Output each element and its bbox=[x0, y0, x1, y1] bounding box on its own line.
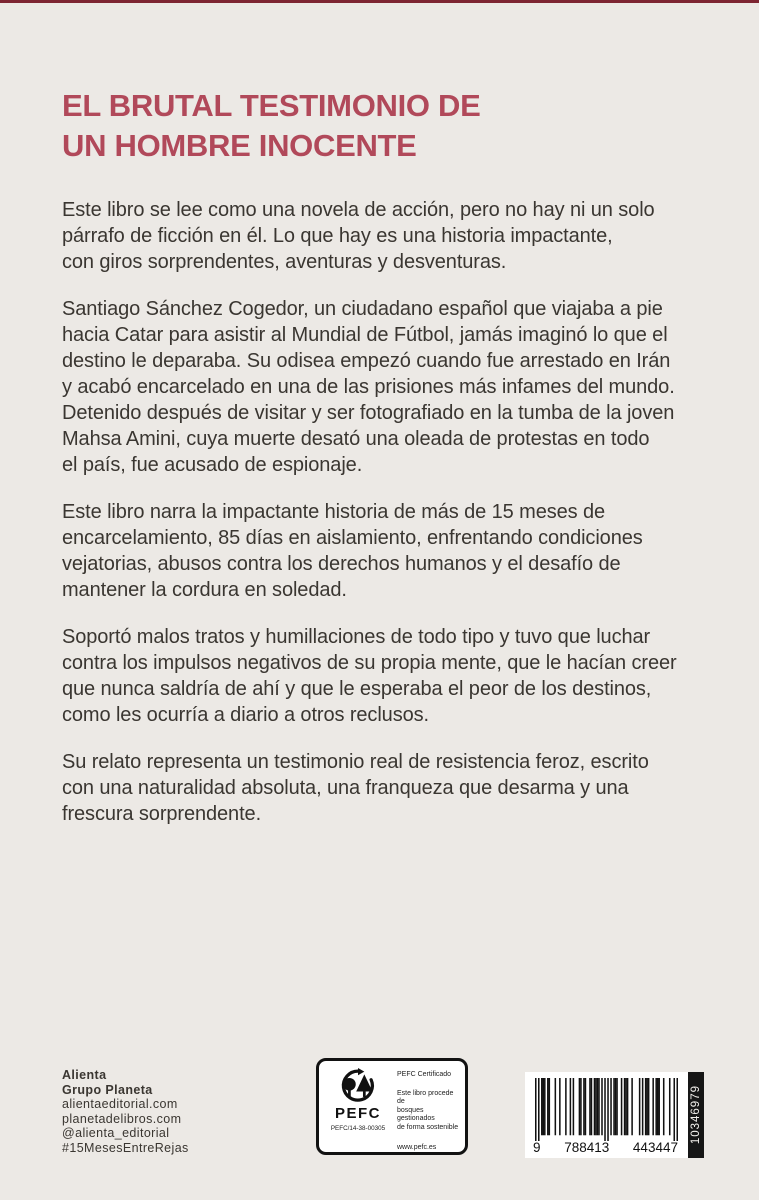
pefc-website: www.pefc.es bbox=[397, 1143, 437, 1151]
publisher-url-2: planetadelibros.com bbox=[62, 1111, 182, 1126]
text-line: y acabó encarcelado en una de las prisiones más infames del mundo. bbox=[62, 376, 675, 398]
text-line: vejatorias, abusos contra los derechos humanos y el desafío de bbox=[62, 553, 621, 575]
text-line: párrafo de ficción en él. Lo que hay es una historia impactante, bbox=[62, 225, 613, 247]
text-line: encarcelamiento, 85 días en aislamiento, enfrentando condiciones bbox=[62, 527, 643, 549]
ean13-barcode bbox=[525, 1072, 688, 1158]
pefc-certified-label: PEFC Certificado bbox=[397, 1071, 452, 1078]
isbn-left-group: 788413 bbox=[564, 1140, 610, 1155]
text-line: mantener la cordura en soledad. bbox=[62, 579, 347, 601]
pefc-claim-line: Este libro procede de bbox=[397, 1089, 454, 1106]
text-line: Este libro narra la impactante historia de más de 15 meses de bbox=[62, 501, 606, 523]
barcode-block bbox=[525, 1072, 704, 1158]
pefc-logo-column bbox=[327, 1068, 389, 1147]
product-code: 10346979 bbox=[690, 1085, 702, 1145]
text-line: Santiago Sánchez Cogedor, un ciudadano español que viajaba a pie bbox=[62, 298, 663, 320]
pefc-trees-icon bbox=[336, 1068, 380, 1106]
isbn-first-digit: 9 bbox=[533, 1140, 541, 1155]
top-color-strip bbox=[0, 0, 759, 3]
pefc-claim-line: de forma sostenible bbox=[397, 1123, 459, 1131]
pefc-text-column bbox=[389, 1068, 459, 1151]
text-line: que nunca saldría de ahí y que le esperaba el peor de los destinos, bbox=[62, 678, 652, 700]
paragraph bbox=[62, 749, 722, 827]
publisher-hashtag: #15MesesEntreRejas bbox=[62, 1140, 189, 1155]
paragraph bbox=[62, 499, 722, 603]
publisher-block bbox=[62, 1068, 189, 1156]
barcode-bars bbox=[535, 1078, 678, 1144]
text-line: Mahsa Amini, cuya muerte desató una oleada de protestas en todo bbox=[62, 428, 650, 450]
publisher-url-1: alientaeditorial.com bbox=[62, 1097, 178, 1112]
pefc-claim-line: bosques gestionados bbox=[397, 1106, 435, 1123]
paragraph bbox=[62, 296, 722, 478]
isbn-digits bbox=[531, 1141, 680, 1155]
back-cover-text bbox=[62, 197, 722, 848]
text-line: hacia Catar para asistir al Mundial de Fútbol, jamás imaginó lo que el bbox=[62, 324, 668, 346]
title-line-2: UN HOMBRE INOCENTE bbox=[62, 128, 417, 163]
pefc-cert-number: PEFC/14-38-00305 bbox=[330, 1125, 386, 1132]
publisher-name: Alienta bbox=[62, 1068, 107, 1082]
paragraph bbox=[62, 197, 722, 275]
text-line: Este libro se lee como una novela de acción, pero no hay ni un solo bbox=[62, 199, 655, 221]
isbn-right-group: 443447 bbox=[632, 1140, 678, 1155]
text-line: frescura sorprendente. bbox=[62, 803, 262, 825]
pefc-certification-box bbox=[316, 1058, 468, 1155]
text-line: Soportó malos tratos y humillaciones de todo tipo y tuvo que luchar bbox=[62, 626, 651, 648]
text-line: el país, fue acusado de espionaje. bbox=[62, 454, 363, 476]
title-line-1: EL BRUTAL TESTIMONIO DE bbox=[62, 88, 481, 123]
text-line: contra los impulsos negativos de su propia mente, que le hacían creer bbox=[62, 652, 677, 674]
product-code-strip bbox=[688, 1072, 704, 1158]
page-title bbox=[62, 86, 481, 166]
text-line: Su relato representa un testimonio real de resistencia feroz, escrito bbox=[62, 751, 649, 773]
text-line: con giros sorprendentes, aventuras y desventuras. bbox=[62, 251, 507, 273]
text-line: Detenido después de visitar y ser fotografiado en la tumba de la joven bbox=[62, 402, 675, 424]
paragraph bbox=[62, 624, 722, 728]
pefc-wordmark: PEFC bbox=[334, 1105, 381, 1122]
text-line: con una naturalidad absoluta, una franqueza que desarma y una bbox=[62, 777, 629, 799]
publisher-social-handle: @alienta_editorial bbox=[62, 1126, 170, 1141]
publisher-group: Grupo Planeta bbox=[62, 1082, 153, 1097]
text-line: como les ocurría a diario a otros reclusos. bbox=[62, 704, 429, 726]
text-line: destino le deparaba. Su odisea empezó cuando fue arrestado en Irán bbox=[62, 350, 671, 372]
